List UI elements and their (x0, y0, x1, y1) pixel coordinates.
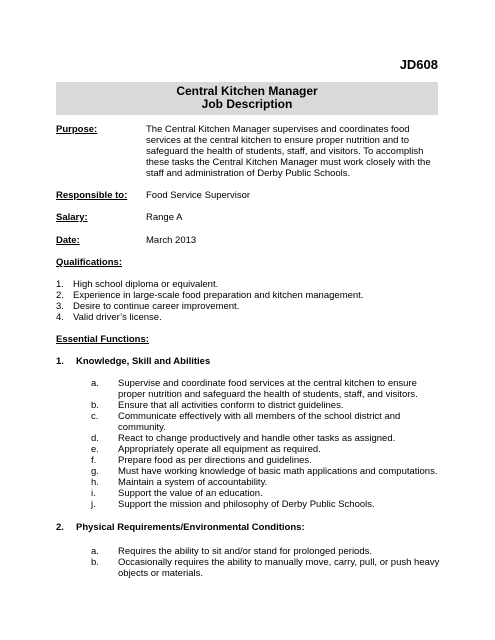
item-letter: h. (91, 477, 99, 488)
job-title: Central Kitchen Manager (176, 84, 318, 98)
section-number: 2. (56, 522, 64, 533)
responsible-value: Food Service Supervisor (146, 190, 251, 201)
date-label: Date: (56, 235, 80, 246)
item-text: Support the value of an education. (118, 488, 263, 499)
document-code: JD608 (399, 57, 438, 72)
section-title: Physical Requirements/Environmental Conditions: (76, 522, 305, 533)
item-letter: e. (91, 444, 99, 455)
item-text: React to change productively and handle other tasks as assigned. (118, 433, 396, 444)
item-text (118, 378, 458, 400)
date-value: March 2013 (146, 235, 197, 246)
item-letter: a. (91, 378, 99, 389)
item-text (118, 411, 458, 433)
item-letter: a. (91, 546, 99, 557)
item-letter: f. (91, 455, 97, 466)
purpose-line: these tasks the Central Kitchen Manager must work closely with the (146, 157, 431, 168)
item-text: Ensure that all activities conform to district guidelines. (118, 400, 344, 411)
item-letter: g. (91, 466, 99, 477)
item-line: community. (118, 422, 166, 433)
qualifications-label: Qualifications: (56, 257, 122, 268)
title-banner (56, 82, 438, 115)
item-line: Communicate effectively with all members of the school district and (118, 411, 401, 422)
qualification-text: Desire to continue career improvement. (73, 301, 240, 312)
item-line: objects or materials. (118, 568, 204, 579)
section-title: Knowledge, Skill and Abilities (76, 356, 211, 367)
purpose-line: The Central Kitchen Manager supervises and coordinates food (146, 124, 410, 135)
salary-label: Salary: (56, 212, 88, 223)
purpose-line: services at the central kitchen to ensure proper nutrition and to (146, 135, 409, 146)
item-line: Supervise and coordinate food services at the central kitchen to ensure (118, 378, 417, 389)
item-letter: d. (91, 433, 99, 444)
item-letter: b. (91, 557, 99, 568)
qualification-number: 1. (56, 279, 64, 290)
qualification-text: High school diploma or equivalent. (73, 279, 219, 290)
purpose-label: Purpose: (56, 124, 98, 135)
essential-functions-label: Essential Functions: (56, 334, 149, 345)
document-type: Job Description (201, 97, 293, 111)
section-number: 1. (56, 356, 64, 367)
item-line: Occasionally requires the ability to manually move, carry, pull, or push heavy (118, 557, 440, 568)
responsible-label: Responsible to: (56, 190, 128, 201)
item-text: Must have working knowledge of basic math applications and computations. (118, 466, 438, 477)
qualification-number: 2. (56, 290, 64, 301)
salary-value: Range A (146, 212, 183, 223)
item-text: Support the mission and philosophy of Derby Public Schools. (118, 499, 375, 510)
item-letter: c. (91, 411, 99, 422)
item-text: Requires the ability to sit and/or stand for prolonged periods. (118, 546, 373, 557)
item-text: Prepare food as per directions and guidelines. (118, 455, 312, 466)
qualification-number: 4. (56, 312, 64, 323)
item-letter: j. (91, 499, 96, 510)
item-text (118, 557, 458, 579)
qualification-text: Valid driver’s license. (73, 312, 162, 323)
item-text: Maintain a system of accountability. (118, 477, 268, 488)
item-letter: b. (91, 400, 99, 411)
item-text: Appropriately operate all equipment as required. (118, 444, 321, 455)
qualification-number: 3. (56, 301, 64, 312)
purpose-line: safeguard the health of students, staff, and visitors. To accomplish (146, 146, 424, 157)
purpose-text (146, 124, 446, 179)
item-line: proper nutrition and safeguard the health of students, staff, and visitors. (118, 389, 418, 400)
purpose-line: staff and administration of Derby Public Schools. (146, 168, 351, 179)
qualification-text: Experience in large-scale food preparation and kitchen management. (73, 290, 364, 301)
item-letter: i. (91, 488, 96, 499)
